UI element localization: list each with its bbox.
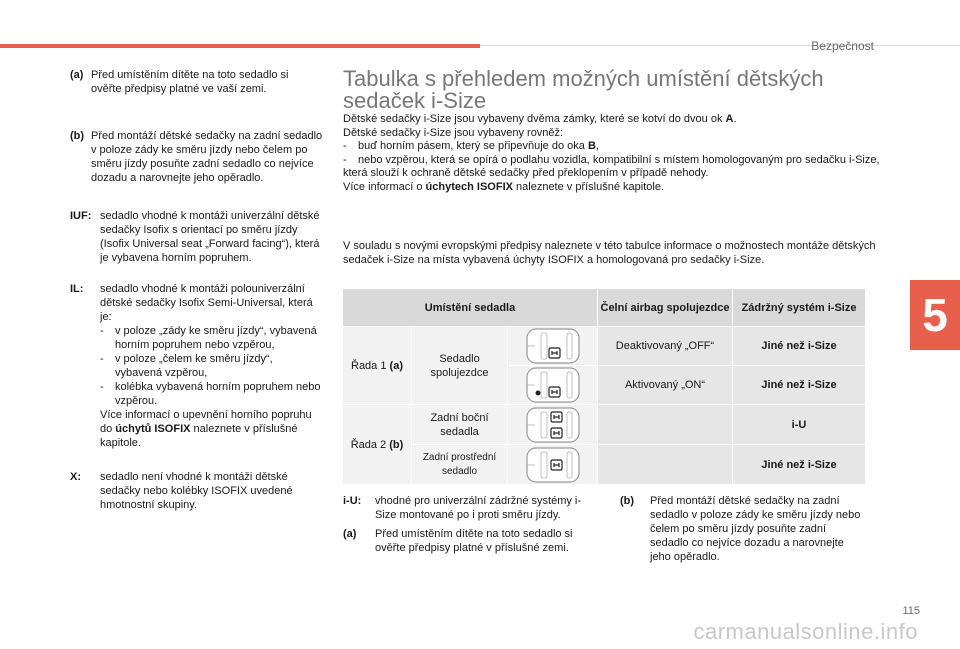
row1-seat: Sedadlo spolujezdce: [412, 327, 508, 405]
section-title: Bezpečnost: [811, 39, 874, 53]
watermark: carmanualsonline.info: [693, 619, 918, 644]
car-seat-rear-side-icon: [524, 406, 582, 444]
isize-table: [342, 288, 866, 485]
value-on: Jiné než i-Size: [733, 366, 866, 405]
row1-label: Řada 1 (a): [343, 327, 412, 405]
page-title: Tabulka s přehledem možných umístění dětských sedaček i-Size: [343, 66, 824, 113]
dash: -: [100, 353, 104, 365]
list-item: v poloze „zády ke směru jízdy“, vybavená horním popruhem nebo vzpěrou,: [115, 325, 317, 351]
note-text: Před montáží dětské sedačky na zadní sedadlo v poloze zády ke směru jízdy nebo čelem po směru jízdy posuňte zadní sedadlo co nejvíce dozadu a narovnejte jeho opěradlo.: [650, 495, 861, 563]
footnote-key: (a): [70, 69, 84, 81]
row2-label: Řada 2 (b): [343, 405, 412, 485]
legend-text: sedadlo není vhodné k montáži dětské sedačky nebo kolébky ISOFIX uvedené hmotnostní skupiny.: [100, 471, 293, 511]
footnote-text: Před montáží dětské sedačky na zadní sedadlo v poloze zády ke směru jízdy nebo čelem po směru jízdy posuňte zadní sedadlo co nejvíce dozadu a narovnejte jeho opěradlo.: [91, 130, 323, 184]
row2-seat-middle: Zadní prostřední sedadlo: [412, 445, 508, 485]
legend-key: IL:: [70, 283, 84, 295]
note-key: (b): [620, 495, 635, 507]
car-seat-rear-middle-icon: [524, 446, 582, 484]
legend-text: sedadlo vhodné k montáži univerzální dětské sedačky Isofix s orientací po směru jízdy (Isofix Universal seat „Forward facing“), která je vybavena horním popruhem.: [100, 210, 320, 264]
compliance-text: V souladu s novými evropskými předpisy naleznete v této tabulce informace o možnostech montáže dětských sedaček i-Size na místa vybavená úchyty ISOFIX a homologovaná pro sedačky i-Size.: [343, 240, 876, 266]
row2-seat-side: Zadní boční sedadla: [412, 405, 508, 445]
header-isize: Zádržný systém i-Size: [733, 289, 866, 327]
legend-key: X:: [70, 471, 81, 483]
value-middle: Jiné než i-Size: [733, 445, 866, 485]
value-side: i-U: [733, 405, 866, 445]
legend-text: sedadlo vhodné k montáži polouniverzální dětské sedačky Isofix Semi-Universal, která je:: [100, 283, 313, 323]
list-item: kolébka vybavená horním popruhem nebo vzpěrou.: [115, 381, 321, 407]
list-item: v poloze „čelem ke směru jízdy“, vybavená vzpěrou,: [115, 353, 273, 379]
header-airbag: Čelní airbag spolujezdce: [598, 289, 733, 327]
car-seat-front-passenger-icon: [524, 366, 582, 404]
legend-key: IUF:: [70, 210, 92, 222]
header-position: Umístění sedadla: [343, 289, 598, 327]
car-seat-front-passenger-icon: [524, 327, 582, 365]
dash: -: [100, 381, 104, 393]
dash: -: [100, 325, 104, 337]
airbag-off: Deaktivovaný „OFF“: [598, 327, 733, 366]
accent-bar: [0, 44, 480, 48]
page-number: 115: [902, 605, 920, 617]
note-key: i-U:: [343, 495, 362, 507]
note-text: Před umístěním dítěte na toto sedadlo si ověřte předpisy platné v příslušné zemi.: [375, 528, 573, 554]
legend-more: Více informací o upevnění horního popruhu do úchytů ISOFIX naleznete v příslušné kapitole.: [100, 409, 312, 449]
value-off: Jiné než i-Size: [733, 327, 866, 366]
chapter-tab: 5: [910, 280, 960, 350]
note-text: vhodné pro univerzální zádržné systémy i-Size montované po i proti směru jízdy.: [375, 495, 582, 521]
header-rule: [480, 45, 960, 46]
note-key: (a): [343, 528, 357, 540]
footnote-key: (b): [70, 130, 85, 142]
footnote-text: Před umístěním dítěte na toto sedadlo si ověřte předpisy platné ve vaší zemi.: [91, 69, 289, 95]
airbag-on: Aktivovaný „ON“: [598, 366, 733, 405]
intro-text: Dětské sedačky i-Size jsou vybaveny dvěma zámky, které se kotví do dvou ok A. Dětské sedačky i-Size jsou vybaveny rovněž: - buď horním pásem, který se připevňuje do oka B, - nebo vzpěrou, která se opírá o podlahu vozidla, kompatibilní s místem homologovaným pro sedačku i-Size, která slouží k ochraně dětské sedačky před překlopením v případě nehody. Více informací o úchytech ISOFIX naleznete v příslušné kapitole.: [343, 113, 880, 193]
